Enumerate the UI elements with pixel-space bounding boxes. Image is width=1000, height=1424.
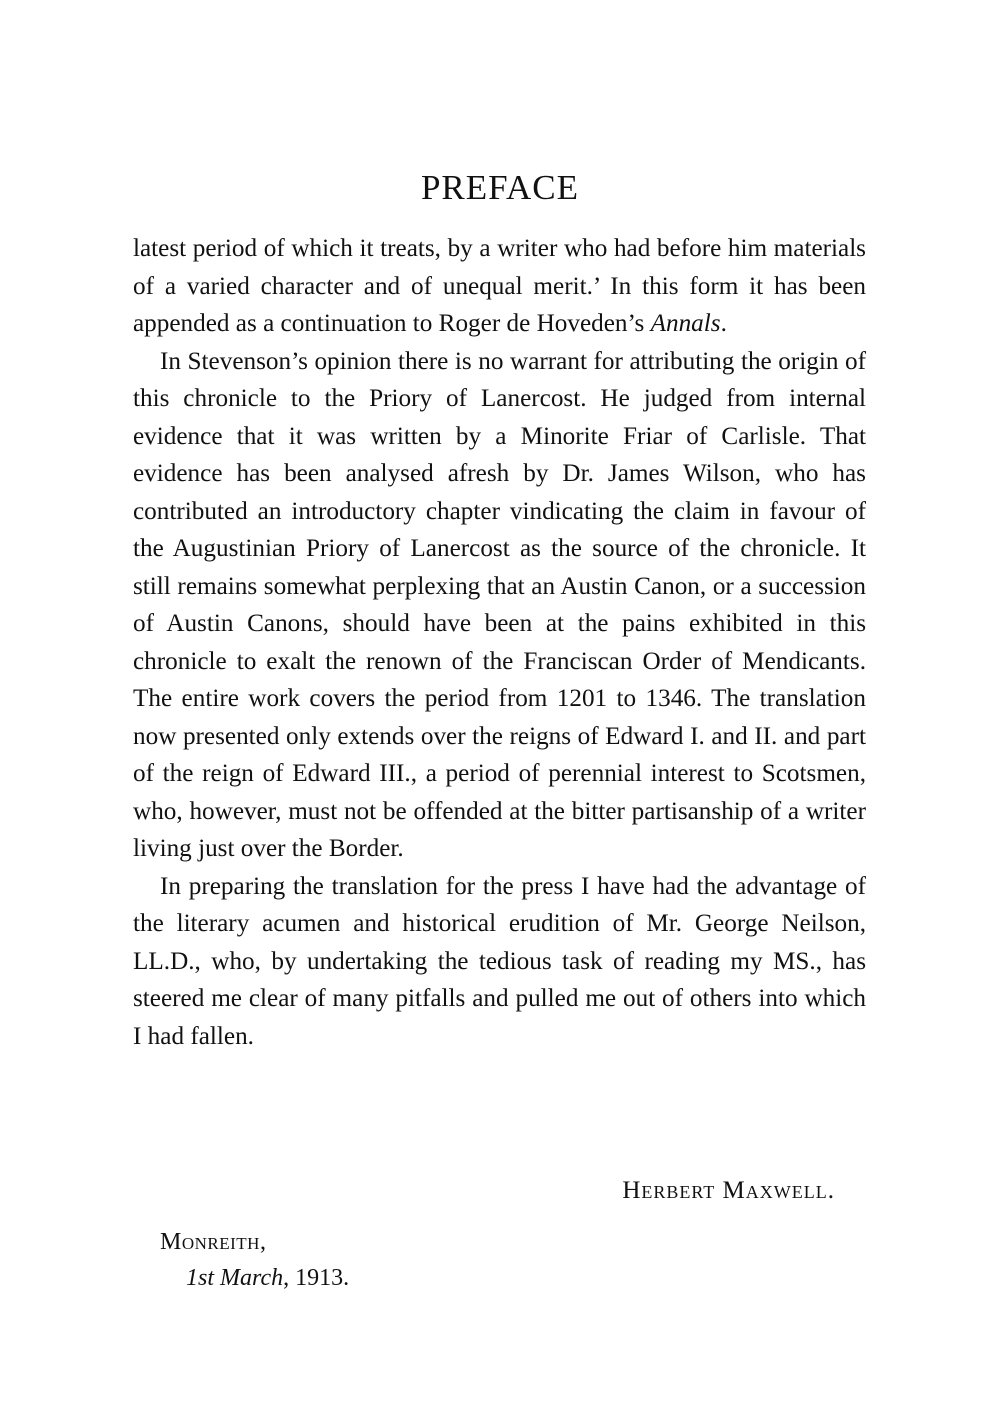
paragraph-3: In preparing the translation for the press I have had the advantage of the literary acumen and historical erudition of Mr. George Neilson, LL.D., who, by undertaking the tedious task of reading my MS., has steered me clear of many pitfalls and pulled me out of others into which I had fallen. xyxy=(133,872,866,1050)
page-title: PREFACE xyxy=(420,168,580,207)
date-day: 1st xyxy=(186,1265,215,1291)
place-line: Monreith, xyxy=(160,1229,267,1255)
paragraph-1-end: . xyxy=(720,310,727,337)
paragraph-2: In Stevenson’s opinion there is no warrant for attributing the origin of this chronicle to the Priory of Lanercost. He judged from internal evidence that it was written by a Minorite Friar of Carlisle. That evidence has been analysed afresh by Dr. James Wilson, who has contributed an introductory chapter vindicating the claim in favour of the Augustinian Priory of Lanercost as the source of the chronicle. It still remains somewhat perplexing that an Austin Canon, or a succession of Austin Canons, should have been at the pains exhibited in this chronicle to exalt the renown of the Franciscan Order of Mendicants. The entire work covers the period from 1201 to 1346. The translation now presented only extends over the reigns of Edward I. and II. and part of the reign of Edward III., a period of perennial interest to Scotsmen, who, however, must not be offended at the bitter partisanship of a writer living just over the Border. xyxy=(133,347,866,862)
paragraph-1-text: latest period of which it treats, by a writer who had before him materials of a varied character and of unequal merit.’ In this form it has been appended as a continuation to Roger de Hoveden’s xyxy=(133,235,866,337)
date-line xyxy=(186,1260,349,1296)
body-text xyxy=(133,230,866,1055)
date-month: March xyxy=(220,1265,284,1291)
paragraph-1 xyxy=(133,230,866,343)
author-signature: Herbert Maxwell. xyxy=(622,1177,835,1204)
date-year: , 1913. xyxy=(283,1265,350,1291)
annals-italic: Annals xyxy=(650,310,721,337)
